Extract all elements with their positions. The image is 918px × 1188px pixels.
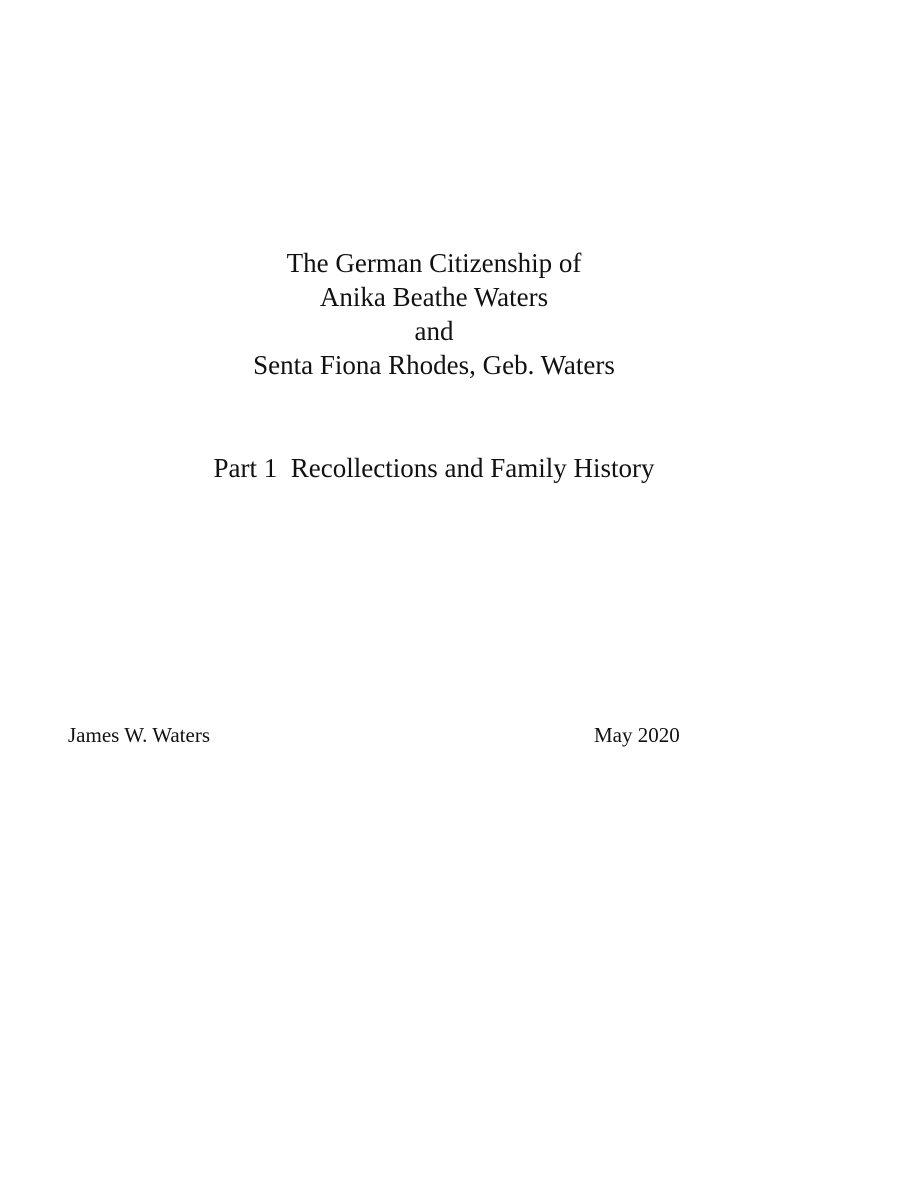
title-line-4: Senta Fiona Rhodes, Geb. Waters [253, 350, 615, 380]
title-line-3: and [414, 316, 454, 346]
document-title [0, 246, 868, 382]
author-name: James W. Waters [68, 723, 210, 747]
document-subtitle [0, 451, 868, 485]
title-line-2: Anika Beathe Waters [319, 282, 549, 312]
subtitle-text: Recollections and Family History [290, 453, 655, 483]
title-line-1: The German Citizenship of [286, 248, 582, 278]
publication-date: May 2020 [594, 723, 680, 747]
subtitle-part: Part 1 [213, 453, 278, 483]
